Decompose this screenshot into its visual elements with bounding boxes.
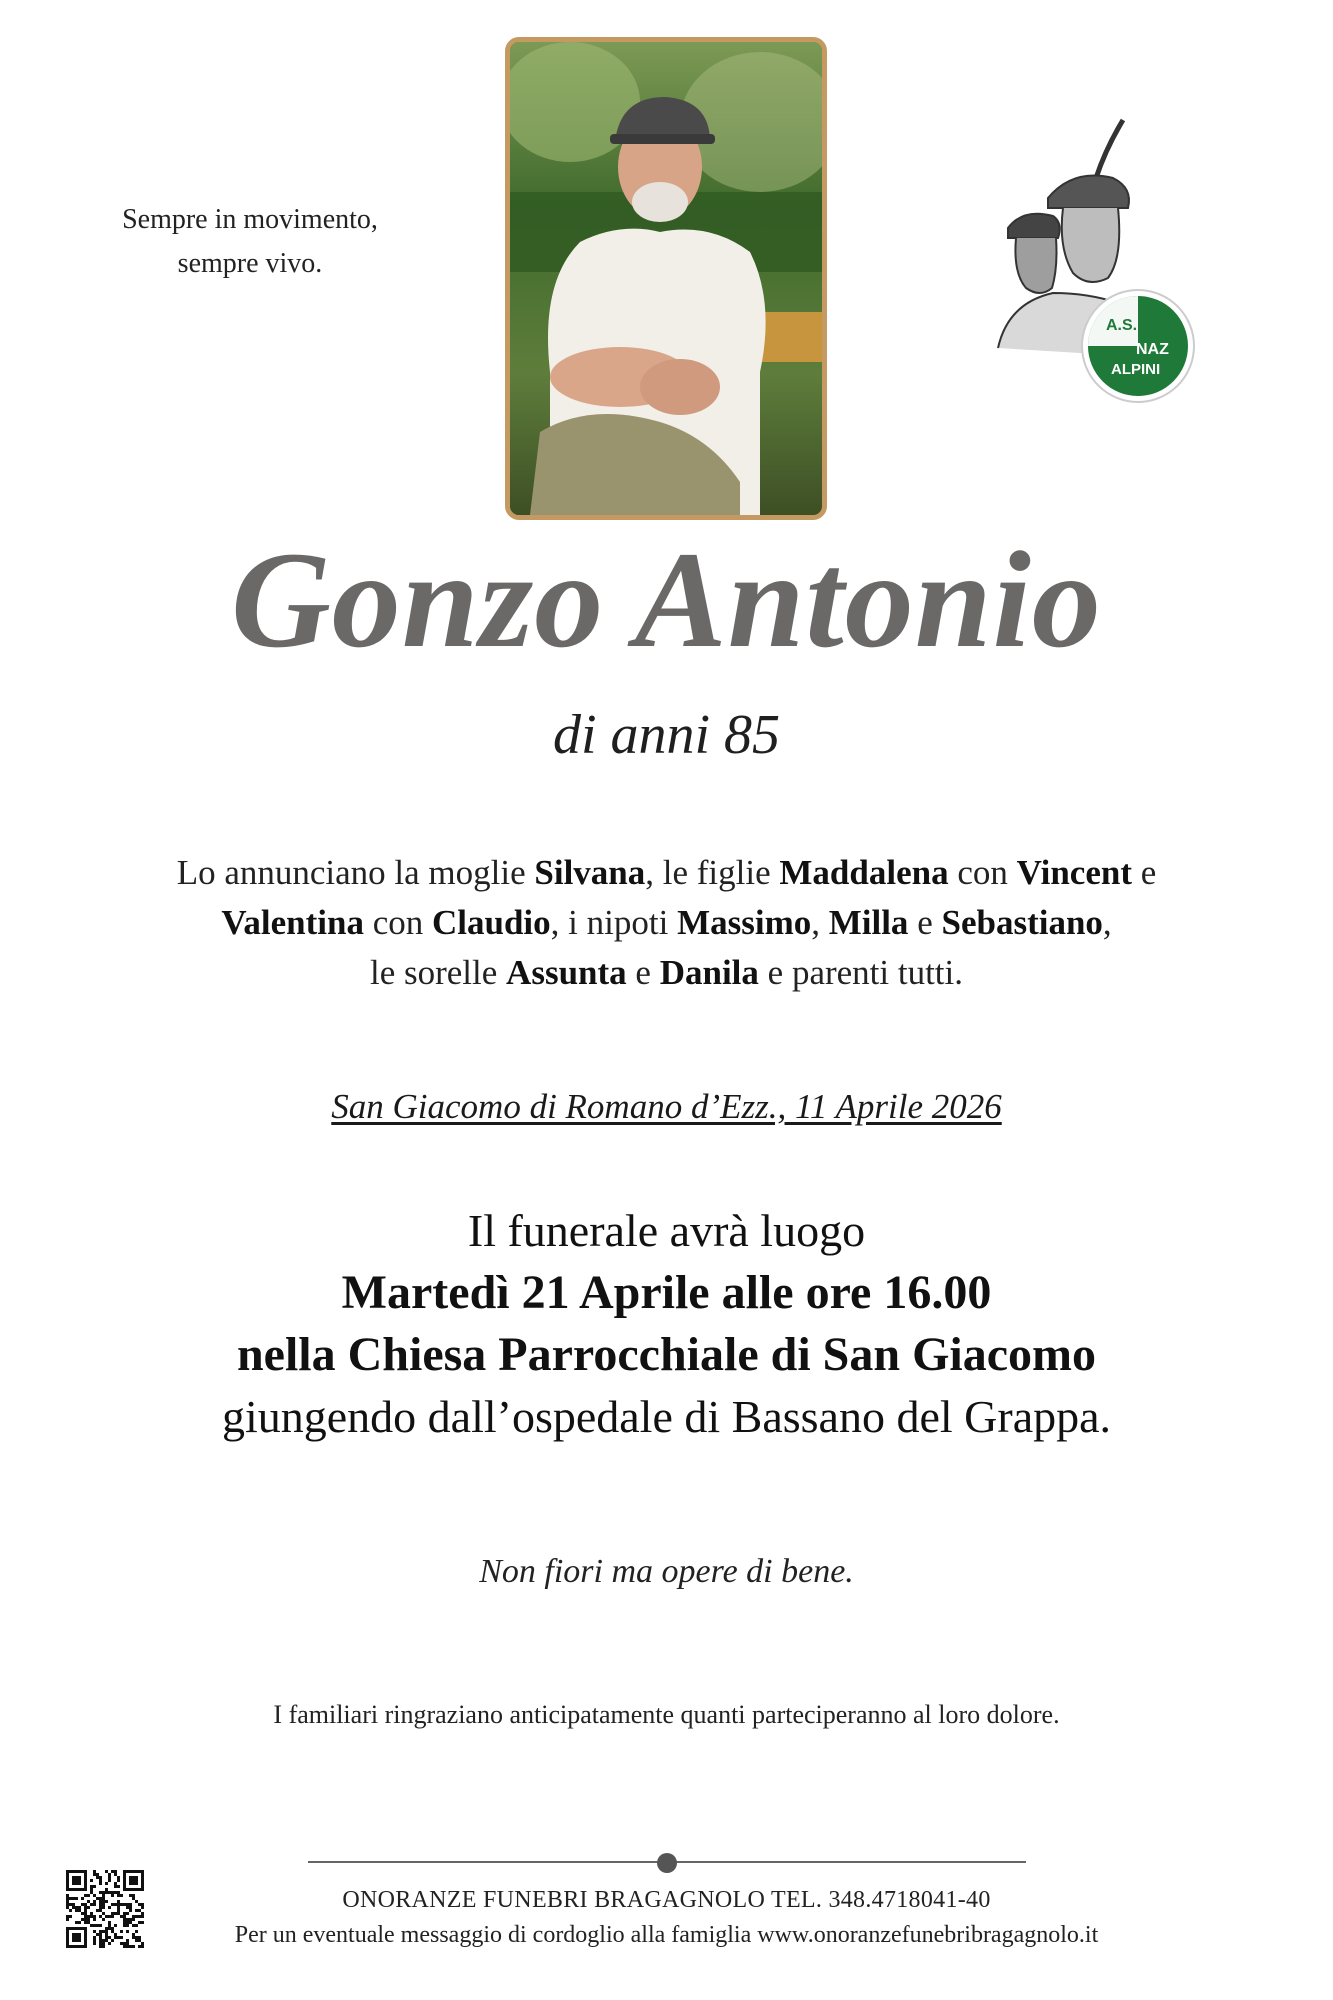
funeral-datetime: Martedì 21 Aprile alle ore 16.00 [341,1266,992,1319]
place-date [0,1082,1333,1132]
announcement-text: Lo annunciano la moglie [176,853,535,892]
funeral-info [0,1200,1333,1448]
alpini-badge-text-top: A.S. [1106,317,1138,334]
alpini-badge-text-mid: NAZ [1136,341,1169,358]
thanks-note: I familiari ringraziano anticipatamente quanti parteciperanno al loro dolore. [273,1700,1060,1729]
portrait-photo [505,37,827,520]
announcement-text: le sorelle [369,953,507,992]
funeral-intro: Il funerale avrà luogo [467,1205,866,1256]
flowers-note: Non fiori ma opere di bene. [479,1553,854,1590]
announcement-text: con [948,853,1017,892]
announcement-text: , [811,903,829,942]
alpini-badge-text-bottom: ALPINI [1111,361,1161,378]
deceased-name: Gonzo Antonio [231,523,1102,676]
announcement [0,848,1333,998]
announcement-text: , le figlie [645,853,780,892]
place-date-text: San Giacomo di Romano d’Ezz., 11 Aprile 2026 [331,1087,1002,1126]
deceased-age: di anni 85 [552,704,781,766]
announcement-text: con [363,903,432,942]
announcement-text: e parenti tutti. [758,953,964,992]
motto-line-2: sempre vivo. [177,248,323,279]
funeral-location: nella Chiesa Parrocchiale di San Giacomo [236,1328,1097,1381]
funeral-origin: giungendo dall’ospedale di Bassano del Grappa. [221,1391,1112,1442]
announcement-text: e [908,903,942,942]
announcement-line-3 [0,948,1333,998]
family-member-name: Milla [828,903,909,942]
portrait-illustration [510,42,822,515]
announcement-text: e [1132,853,1157,892]
footer-divider [308,1852,1026,1872]
family-member-name: Claudio [432,903,551,942]
family-member-name: Sebastiano [941,903,1103,942]
family-member-name: Danila [659,953,759,992]
family-member-name: Massimo [677,903,812,942]
family-member-name: Silvana [534,853,646,892]
motto-line-1: Sempre in movimento, [122,204,378,235]
announcement-text: e [626,953,660,992]
announcement-line-2 [0,898,1333,948]
alpini-soldiers-emblem [978,108,1228,408]
family-member-name: Maddalena [779,853,949,892]
condolence-message-link[interactable]: Per un eventuale messaggio di cordoglio alla famiglia www.onoranzefunebribragagnolo.it [234,1922,1099,1948]
announcement-line-1 [0,848,1333,898]
funeral-home-contact: ONORANZE FUNEBRI BRAGAGNOLO TEL. 348.4718041-40 [342,1887,991,1913]
announcement-text: , [1102,903,1112,942]
family-member-name: Vincent [1016,853,1132,892]
family-member-name: Assunta [506,953,627,992]
divider-dot [657,1853,677,1873]
announcement-text: , i nipoti [550,903,678,942]
family-member-name: Valentina [221,903,364,942]
motto [80,198,420,286]
